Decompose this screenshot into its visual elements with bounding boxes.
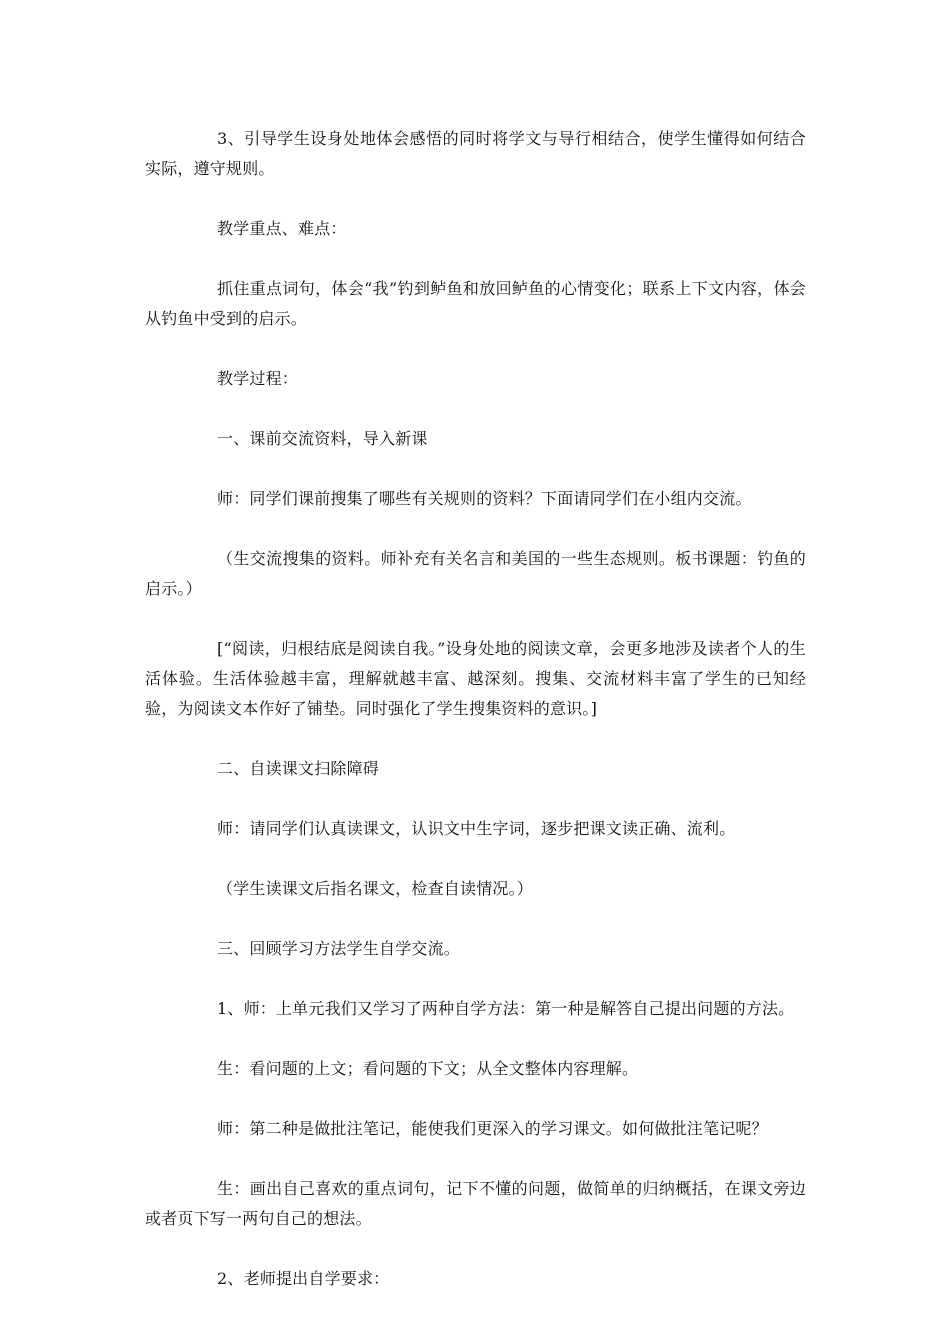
document-page (145, 124, 806, 1324)
objective-3-paragraph: 3、引导学生设身处地体会感悟的同时将学文与导行相结合，使学生懂得如何结合实际，遵守规则。 (145, 129, 806, 178)
student-line-2: 生：画出自己喜欢的重点词句，记下不懂的问题，做简单的归纳概括，在课文旁边或者页下写一两句自己的想法。 (145, 1179, 806, 1228)
section-3-heading: 三、回顾学习方法学生自学交流。 (217, 939, 461, 958)
student-activity-2: （学生读课文后指名课文，检查自读情况。） (217, 879, 534, 898)
section-1-heading: 一、课前交流资料，导入新课 (217, 429, 428, 448)
student-activity-1: （生交流搜集的资料。师补充有关名言和美国的一些生态规则。板书课题：钓鱼的启示。） (145, 549, 806, 598)
teacher-line-3: 1、师：上单元我们又学习了两种自学方法：第一种是解答自己提出问题的方法。 (217, 999, 795, 1018)
teacher-line-2: 师：请同学们认真读课文，认识文中生字词，逐步把课文读正确、流利。 (217, 819, 736, 838)
teacher-line-1: 师：同学们课前搜集了哪些有关规则的资料？下面请同学们在小组内交流。 (217, 489, 752, 508)
key-points-heading: 教学重点、难点： (217, 219, 347, 238)
key-points-paragraph: 抓住重点词句，体会“我”钓到鲈鱼和放回鲈鱼的心情变化；联系上下文内容，体会从钓鱼中受到的启示。 (145, 279, 806, 328)
section-2-heading: 二、自读课文扫除障碍 (217, 759, 380, 778)
self-study-requirements: 2、老师提出自学要求： (217, 1269, 390, 1288)
student-line-1: 生：看问题的上文；看问题的下文；从全文整体内容理解。 (217, 1059, 639, 1078)
process-heading: 教学过程： (217, 369, 299, 388)
commentary-paragraph: [“阅读，归根结底是阅读自我。”设身处地的阅读文章，会更多地涉及读者个人的生活体验。生活体验越丰富，理解就越丰富、越深刻。搜集、交流材料丰富了学生的已知经验，为阅读文本作好了铺垫。同时强化了学生搜集资料的意识。] (145, 639, 806, 718)
teacher-line-4: 师：第二种是做批注笔记，能使我们更深入的学习课文。如何做批注笔记呢？ (217, 1119, 768, 1138)
